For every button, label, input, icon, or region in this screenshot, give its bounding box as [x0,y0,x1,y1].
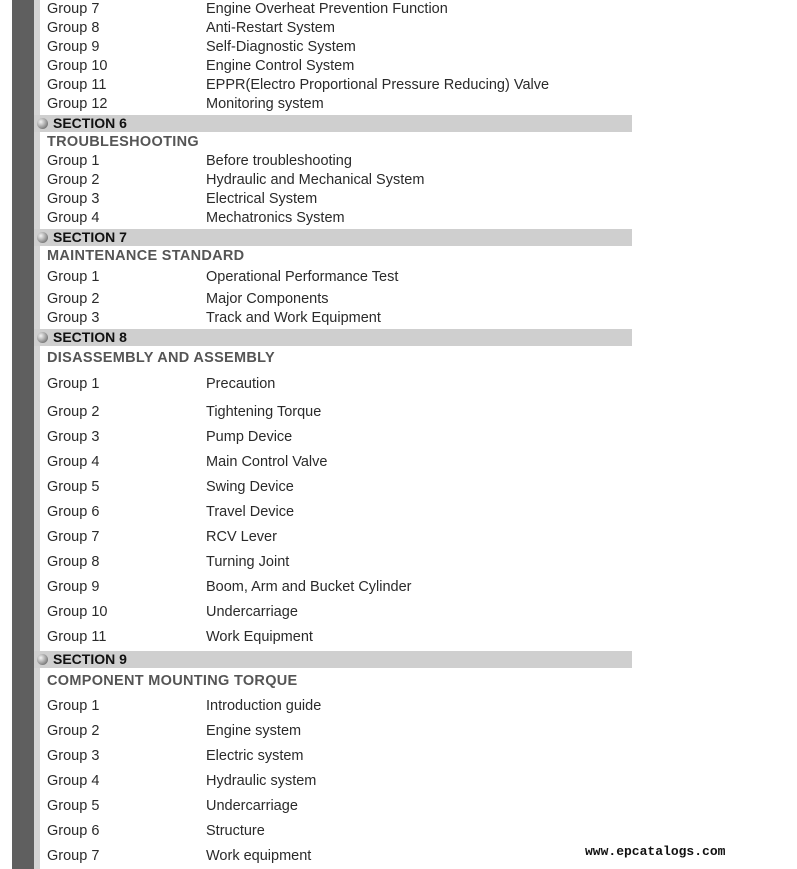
group-title: Track and Work Equipment [206,310,381,326]
group-title: Engine Control System [206,58,355,74]
group-number: Group 4 [47,210,100,226]
section-label: SECTION 7 [53,229,127,245]
group-number: Group 3 [47,429,100,445]
group-title: Before troubleshooting [206,153,352,169]
toc-row[interactable] [47,553,647,572]
group-title: Major Components [206,291,329,307]
toc-row[interactable] [47,428,647,447]
toc-row[interactable] [47,747,647,766]
section-heading: MAINTENANCE STANDARD [47,248,245,264]
group-number: Group 2 [47,172,100,188]
group-number: Group 4 [47,454,100,470]
group-title: Self-Diagnostic System [206,39,356,55]
section-heading: DISASSEMBLY AND ASSEMBLY [47,350,275,366]
group-number: Group 3 [47,191,100,207]
toc-row[interactable] [47,628,647,647]
section-header[interactable] [34,329,632,346]
toc-row[interactable] [47,19,647,38]
section-heading: COMPONENT MOUNTING TORQUE [47,673,298,689]
group-number: Group 8 [47,20,100,36]
group-title: Precaution [206,376,276,392]
group-number: Group 1 [47,376,100,392]
group-number: Group 2 [47,291,100,307]
group-number: Group 11 [47,77,107,93]
bullet-ball-icon [37,232,48,243]
toc-row[interactable] [47,722,647,741]
toc-row[interactable] [47,95,647,114]
group-number: Group 11 [47,629,107,645]
group-number: Group 2 [47,723,100,739]
group-number: Group 4 [47,773,100,789]
group-title: Monitoring system [206,96,324,112]
group-title: Tightening Torque [206,404,322,420]
group-number: Group 3 [47,748,100,764]
toc-row[interactable] [47,152,647,171]
group-number: Group 7 [47,848,100,864]
watermark: www.epcatalogs.com [585,844,726,859]
toc-row[interactable] [47,453,647,472]
toc-row[interactable] [47,309,647,328]
group-title: Pump Device [206,429,293,445]
toc-row[interactable] [47,38,647,57]
group-number: Group 6 [47,504,100,520]
toc-row[interactable] [47,847,647,866]
group-number: Group 7 [47,1,100,17]
toc-row[interactable] [47,403,647,422]
group-title: Work Equipment [206,629,313,645]
toc-row[interactable] [47,478,647,497]
group-title: Electric system [206,748,304,764]
section-heading: TROUBLESHOOTING [47,134,199,150]
group-number: Group 7 [47,529,100,545]
group-number: Group 1 [47,269,100,285]
group-title: Anti-Restart System [206,20,335,36]
group-title: Hydraulic and Mechanical System [206,172,425,188]
group-title: Undercarriage [206,604,298,620]
section-header[interactable] [34,651,632,668]
group-number: Group 9 [47,39,100,55]
toc-row[interactable] [47,190,647,209]
group-title: Work equipment [206,848,312,864]
toc-row[interactable] [47,209,647,228]
group-number: Group 8 [47,554,100,570]
group-title: Undercarriage [206,798,298,814]
group-number: Group 6 [47,823,100,839]
toc-row[interactable] [47,57,647,76]
group-title: Boom, Arm and Bucket Cylinder [206,579,412,595]
group-title: Structure [206,823,265,839]
group-number: Group 10 [47,604,108,620]
section-label: SECTION 9 [53,651,127,667]
group-title: EPPR(Electro Proportional Pressure Reducing) Valve [206,77,550,93]
toc-row[interactable] [47,528,647,547]
toc-row[interactable] [47,0,647,19]
group-number: Group 12 [47,96,108,112]
group-number: Group 1 [47,153,100,169]
toc-row[interactable] [47,268,647,287]
section-header[interactable] [34,229,632,246]
group-title: Operational Performance Test [206,269,399,285]
toc-row[interactable] [47,578,647,597]
toc-row[interactable] [47,503,647,522]
group-title: Mechatronics System [206,210,345,226]
group-title: Introduction guide [206,698,322,714]
toc-row[interactable] [47,290,647,309]
group-number: Group 1 [47,698,100,714]
group-title: Main Control Valve [206,454,328,470]
group-title: Travel Device [206,504,295,520]
group-number: Group 5 [47,479,100,495]
bullet-ball-icon [37,332,48,343]
group-number: Group 2 [47,404,100,420]
bullet-ball-icon [37,118,48,129]
group-title: Engine system [206,723,302,739]
toc-row[interactable] [47,171,647,190]
toc-row[interactable] [47,797,647,816]
group-title: RCV Lever [206,529,277,545]
group-number: Group 9 [47,579,100,595]
toc-row[interactable] [47,375,647,394]
section-label: SECTION 6 [53,115,127,131]
toc-row[interactable] [47,772,647,791]
group-number: Group 3 [47,310,100,326]
group-title: Electrical System [206,191,318,207]
toc-row[interactable] [47,822,647,841]
group-title: Engine Overheat Prevention Function [206,1,448,17]
section-label: SECTION 8 [53,329,127,345]
toc-row[interactable] [47,603,647,622]
group-title: Hydraulic system [206,773,317,789]
group-number: Group 10 [47,58,108,74]
group-title: Turning Joint [206,554,290,570]
toc-row[interactable] [47,76,647,95]
toc-row[interactable] [47,697,647,716]
bullet-ball-icon [37,654,48,665]
group-title: Swing Device [206,479,294,495]
group-number: Group 5 [47,798,100,814]
section-header[interactable] [34,115,632,132]
